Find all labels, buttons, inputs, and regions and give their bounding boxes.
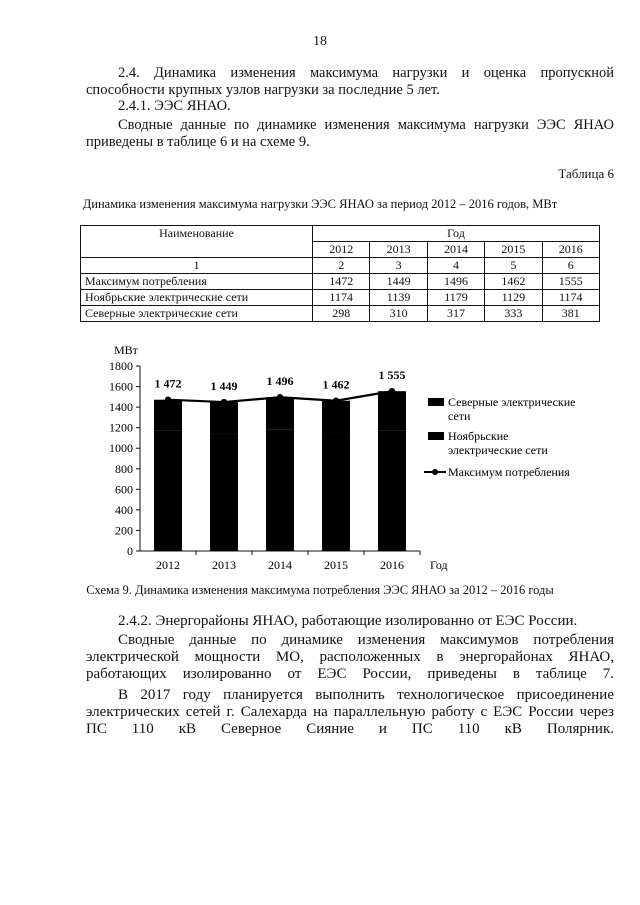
- page-number: 18: [313, 34, 327, 49]
- table-cell: 1555: [542, 274, 599, 290]
- y-tick-label: 800: [115, 461, 133, 476]
- data-label: 1 555: [378, 368, 406, 383]
- table-index: 2: [313, 258, 370, 274]
- paragraph-summary: Сводные данные по динамике изменения максимума нагрузки ЭЭС ЯНАО приведены в таблице 6 и на схеме 9.: [86, 117, 614, 150]
- data-label: 1 449: [210, 379, 238, 394]
- table-cell: 1462: [485, 274, 542, 290]
- y-tick-label: 600: [115, 482, 133, 497]
- legend-swatch: [428, 432, 444, 440]
- y-tick-label: 1600: [109, 379, 133, 394]
- bar-segment: [210, 434, 238, 551]
- table-index: 4: [427, 258, 484, 274]
- table-year: 2014: [427, 242, 484, 258]
- legend-line-marker: [432, 469, 438, 475]
- y-tick-label: 1000: [109, 441, 133, 456]
- legend-label: сети: [448, 409, 471, 423]
- table-cell: 1174: [313, 290, 370, 306]
- bar-segment: [322, 435, 350, 551]
- table-cell: 1174: [542, 290, 599, 306]
- data-label: 1 462: [322, 377, 350, 392]
- legend-label: Северные электрические: [448, 395, 576, 409]
- line-point: [389, 388, 395, 394]
- x-tick-label: 2016: [380, 558, 404, 572]
- bar-segment: [154, 400, 182, 431]
- bar-segment: [378, 391, 406, 430]
- x-tick-label: 2014: [268, 558, 292, 572]
- table-year: 2015: [485, 242, 542, 258]
- x-axis-label: Год: [430, 558, 448, 572]
- legend-label: электрические сети: [448, 443, 548, 457]
- paragraph-2017: В 2017 году планируется выполнить технологическое присоединение электрических сетей г. Салехарда на параллельную работу с ЕЭС России через ПС 110 кВ Северное Сияние и ПС 110 кВ Полярник.: [86, 687, 614, 737]
- bar-segment: [210, 402, 238, 434]
- table-header-name: Наименование: [81, 226, 313, 258]
- line-point: [333, 398, 339, 404]
- table-cell: 333: [485, 306, 542, 322]
- y-tick-label: 1400: [109, 400, 133, 415]
- table-index: 1: [81, 258, 313, 274]
- table-cell: 1139: [370, 290, 427, 306]
- bar-segment: [266, 430, 294, 551]
- x-tick-label: 2015: [324, 558, 348, 572]
- table-cell: 1449: [370, 274, 427, 290]
- x-tick-label: 2013: [212, 558, 236, 572]
- data-label: 1 496: [266, 374, 294, 389]
- section-heading-2-4: 2.4. Динамика изменения максимума нагрузки и оценка пропускной способности крупных узлов нагрузки за последние 5 лет.: [86, 65, 614, 98]
- table-caption: Динамика изменения максимума нагрузки ЭЭС ЯНАО за период 2012 – 2016 годов, МВт: [82, 197, 558, 211]
- section-heading-2-4-2: 2.4.2. Энергорайоны ЯНАО, работающие изолированно от ЕЭС России.: [118, 613, 578, 629]
- table-cell: 1472: [313, 274, 370, 290]
- table-index-row: [81, 258, 600, 274]
- y-axis-label: МВт: [114, 343, 138, 357]
- table-cell: 381: [542, 306, 599, 322]
- line-point: [165, 397, 171, 403]
- y-tick-label: 0: [127, 544, 133, 558]
- data-label: 1 472: [154, 376, 182, 391]
- table-index: 6: [542, 258, 599, 274]
- table-row: [81, 306, 600, 322]
- table-cell: 1496: [427, 274, 484, 290]
- line-point: [221, 399, 227, 405]
- bar-segment: [266, 397, 294, 430]
- table-cell: 310: [370, 306, 427, 322]
- line-point: [277, 394, 283, 400]
- table-row: [81, 274, 600, 290]
- table-index: 3: [370, 258, 427, 274]
- paragraph-isolated: Сводные данные по динамике изменения максимумов потребления электрической мощности МО, расположенных в энергорайонах ЯНАО, работающих изолированно от ЕЭС России, приведены в таблице 7.: [86, 632, 614, 682]
- legend-swatch: [428, 398, 444, 406]
- table-row-name: Ноябрьские электрические сети: [81, 290, 313, 306]
- y-tick-label: 1800: [109, 359, 133, 373]
- table-header-row: [81, 226, 600, 242]
- bar-segment: [378, 430, 406, 551]
- table-index: 5: [485, 258, 542, 274]
- table-row-name: Северные электрические сети: [81, 306, 313, 322]
- y-tick-label: 200: [115, 523, 133, 538]
- table-row-name: Максимум потребления: [81, 274, 313, 290]
- table-row: [81, 290, 600, 306]
- table-label: Таблица 6: [558, 166, 614, 181]
- load-table: [80, 225, 600, 322]
- legend-label: Ноябрьские: [448, 429, 509, 443]
- y-tick-label: 400: [115, 502, 133, 517]
- bar-segment: [154, 430, 182, 551]
- y-tick-label: 1200: [109, 420, 133, 435]
- table-cell: 317: [427, 306, 484, 322]
- table-year: 2016: [542, 242, 599, 258]
- load-chart: [80, 336, 600, 576]
- table-header-year: Год: [313, 226, 600, 242]
- table-cell: 1129: [485, 290, 542, 306]
- table-year: 2012: [313, 242, 370, 258]
- x-tick-label: 2012: [156, 558, 180, 572]
- table-cell: 298: [313, 306, 370, 322]
- bar-segment: [322, 401, 350, 435]
- legend-label: Максимум потребления: [448, 465, 570, 479]
- section-heading-2-4-1: 2.4.1. ЭЭС ЯНАО.: [118, 98, 231, 114]
- table-year: 2013: [370, 242, 427, 258]
- table-cell: 1179: [427, 290, 484, 306]
- chart-caption: Схема 9. Динамика изменения максимума потребления ЭЭС ЯНАО за 2012 – 2016 годы: [86, 583, 554, 597]
